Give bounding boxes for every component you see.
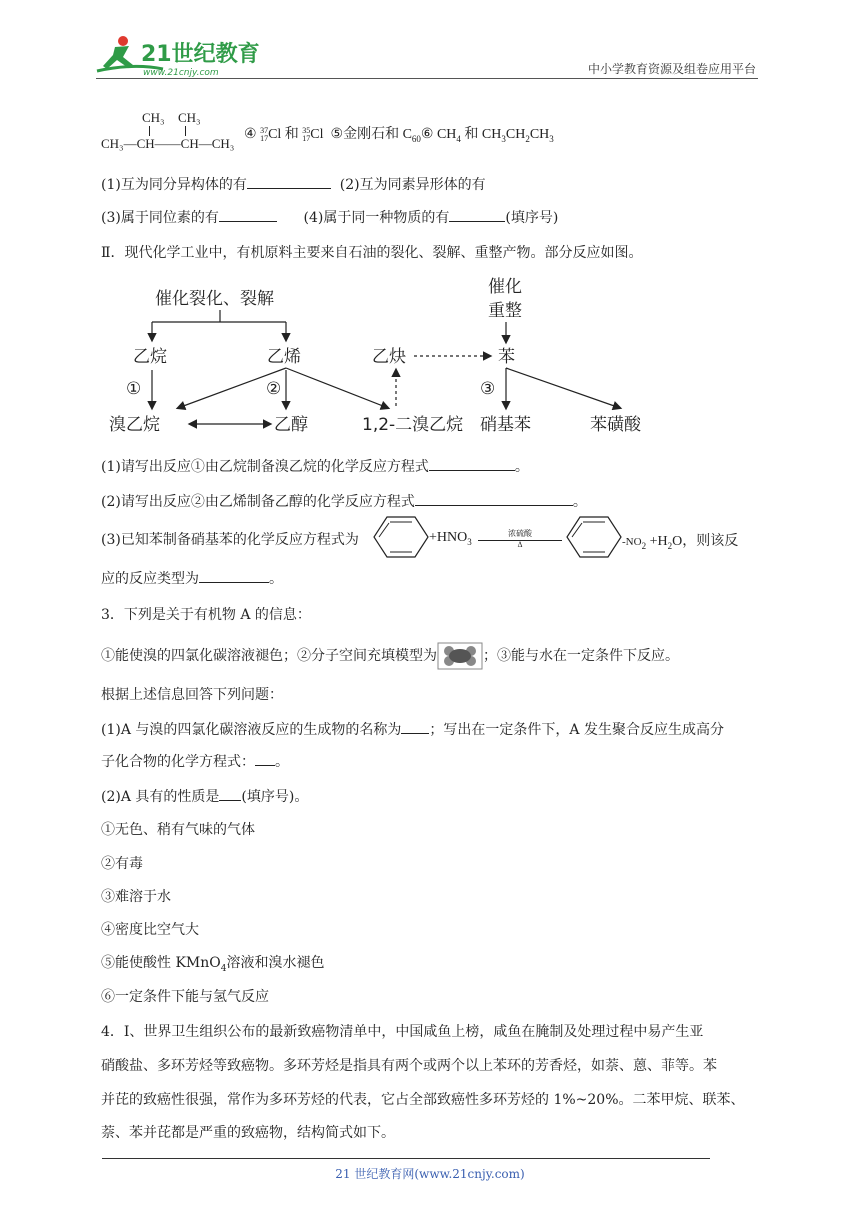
property-option-3: ③难溶于水 [101,889,171,905]
bond-line-1 [149,126,150,136]
part2-q1-text: (1)请写出反应①由乙烷制备溴乙烷的化学反应方程式 [101,459,429,475]
propane-ch: CH [505,127,526,142]
fill-number-hint: (填序号) [505,210,559,226]
atomic-number-17: 17 [260,133,269,143]
answer-blank-properties[interactable] [219,786,241,801]
and-word: 和 [284,127,299,142]
option-5-text-b: 溶液和溴水褪色 [226,955,325,971]
label-benzenesulfonic-acid: 苯磺酸 [590,415,641,435]
header-divider [96,78,758,79]
q3-1-period: 。 [275,754,289,770]
hno3-subscript: 3 [467,536,472,547]
logo-url: www.21cnjy.com [143,68,219,78]
question-3-info [101,642,679,670]
answer-blank-reaction-type[interactable] [199,568,269,583]
q-isotope-label: (3)属于同位素的有 [101,210,219,226]
part-2-intro: Ⅱ．现代化学工业中，有机原料主要来自石油的裂化、裂解、重整产物。部分反应如图。 [101,245,643,261]
option-5: ⑤金刚石和 C [330,127,412,142]
q3-2-hint: (填序号)。 [241,789,309,805]
answer-blank-polymer-eq[interactable] [255,751,275,766]
label-ethanol: 乙醇 [274,415,308,435]
question-4-line-2: 硝酸盐、多环芳烃等致癌物。多环芳烃是指具有两个或两个以上苯环的芳香烃，如萘、蒽、菲等。苯 [101,1058,717,1074]
mass-number-35: 35 [302,125,311,135]
info-text-a: ①能使溴的四氯化碳溶液褪色；②分子空间充填模型为 [101,648,437,664]
product-formula [622,530,738,551]
question-4-line-4: 萘、苯并芘都是严重的致癌物，结构简式如下。 [101,1125,395,1141]
label-benzene: 苯 [498,347,515,367]
platform-name: 中小学教育资源及组卷应用平台 [587,62,756,76]
q-same-substance-label: (4)属于同一种物质的有 [303,210,450,226]
answer-blank-isotope[interactable] [219,207,277,222]
question-1-1 [101,174,486,194]
h2o-text: +H [646,534,668,549]
footer-link[interactable]: 21 世纪教育网(www.21cnjy.com) [335,1167,525,1181]
space-filling-model-icon [437,642,483,670]
question-1-2 [101,207,558,227]
methyl-branch-2: CH₃ [178,110,201,125]
question-3-title: 3．下列是关于有机物 A 的信息： [101,607,311,623]
part2-q3-continue: O，则该反 [672,534,739,549]
label-acetylene: 乙炔 [372,347,406,367]
label-ethylene: 乙烯 [267,347,301,367]
reaction-2-number: ② [266,379,282,399]
property-option-1: ①无色、稍有气味的气体 [101,822,255,838]
no2-group: -NO [622,536,642,548]
label-ethane: 乙烷 [133,347,167,367]
info-text-b: ；③能与水在一定条件下反应。 [483,648,679,664]
question-3-prompt: 根据上述信息回答下列问题： [101,687,283,703]
propane-sub-1: 3 [501,133,506,144]
nitric-acid [429,530,472,547]
propane-sub-3: 3 [549,133,554,144]
part2-q2-period: 。 [572,494,587,510]
property-option-6: ⑥一定条件下能与氢气反应 [101,989,269,1005]
answer-blank-same[interactable] [449,207,505,222]
logo-text: 21世纪教育 [141,42,260,67]
q3-1-text-b: ；写出在一定条件下，A 发生聚合反应生成高分 [429,722,724,738]
label-nitrobenzene: 硝基苯 [480,415,531,435]
label-catalytic-cracking: 催化裂化、裂解 [155,289,274,309]
answer-blank-product-name[interactable] [401,719,429,734]
methyl-branch-1: CH₃ [142,110,165,125]
options-line [244,123,554,144]
question-3-1 [101,719,724,739]
ch4-subscript: 4 [456,133,461,144]
answer-blank-reaction-2[interactable] [415,491,573,506]
main-chain: CH₃—CH——CH—CH₃ [101,136,235,151]
reaction-3-number: ③ [480,379,496,399]
isotope-37-cl [260,127,268,143]
part2-q1-period: 。 [514,459,529,475]
part2-q2-text: (2)请写出反应②由乙烯制备乙醇的化学反应方程式 [101,494,415,510]
bond-line-2 [185,126,186,136]
question-3-1-cont [101,751,289,771]
no2-subscript: 2 [641,540,647,551]
part2-q3-text: (3)已知苯制备硝基苯的化学反应方程式为 [101,532,359,548]
kmno4-subscript: 4 [220,963,227,974]
q-allotrope-label: (2)互为同素异形体的有 [339,177,486,193]
hno3-text: +HNO [429,530,468,545]
question-3-2 [101,786,308,806]
q3-1-text-a: (1)A 与溴的四氯化碳溶液反应的生成物的名称为 [101,722,402,738]
reaction-type-label: 应的反应类型为 [101,571,199,587]
part2-question-2 [101,491,587,511]
q-isomer-label: (1)互为同分异构体的有 [101,177,247,193]
question-4-line-3: 并芘的致癌性很强，常作为多环芳烃的代表，它占全部致癌性多环芳烃的 1%~20%。二苯甲烷、联苯、 [101,1092,745,1108]
atomic-number-17b: 17 [302,133,311,143]
property-option-2: ②有毒 [101,856,143,872]
property-option-4: ④密度比空气大 [101,922,199,938]
propane-ch-end: CH [529,127,550,142]
footer-divider [102,1158,710,1159]
option-5-text-a: ⑤能使酸性 KMnO [101,955,221,971]
part2-question-3 [101,529,359,549]
reaction-type-period: 。 [269,571,283,587]
c60-subscript: 60 [411,133,421,144]
propane-sub-2: 2 [525,133,530,144]
option-4-label: ④ [244,127,257,142]
question-4-line-1: 4．Ⅰ、世界卫生组织公布的最新致癌物清单中，中国咸鱼上榜，咸鱼在腌制及处理过程中易产生亚 [101,1024,704,1040]
part2-question-3-end [101,568,283,588]
benzene-ring-reactant [373,515,429,563]
logo [93,33,263,78]
option-6: ⑥ CH [420,127,457,142]
condition-heat: Δ [517,541,523,549]
cl-symbol-2: Cl [310,127,324,142]
part2-question-1 [101,456,529,476]
label-dibromoethane: 1,2-二溴乙烷 [362,415,464,435]
option-6-and: 和 CH [460,127,502,142]
label-catalytic: 催化 [488,277,522,297]
reaction-diagram [100,270,680,440]
label-bromoethane: 溴乙烷 [109,415,160,435]
property-option-5 [101,952,324,974]
benzene-ring-product [566,515,622,563]
cl-symbol: Cl [268,127,282,142]
label-reforming: 重整 [488,301,522,321]
h2o-subscript: 2 [667,540,673,551]
answer-blank-reaction-1[interactable] [429,456,515,471]
reaction-arrow [478,528,562,549]
q3-1-text-c: 子化合物的化学方程式： [101,754,255,770]
answer-blank-isomer[interactable] [247,174,331,189]
reaction-1-number: ① [126,379,142,399]
condition-sulfuric-acid: 浓硫酸 [508,529,532,538]
q3-2-text: (2)A 具有的性质是 [101,789,220,805]
mass-number-37: 37 [260,125,269,135]
